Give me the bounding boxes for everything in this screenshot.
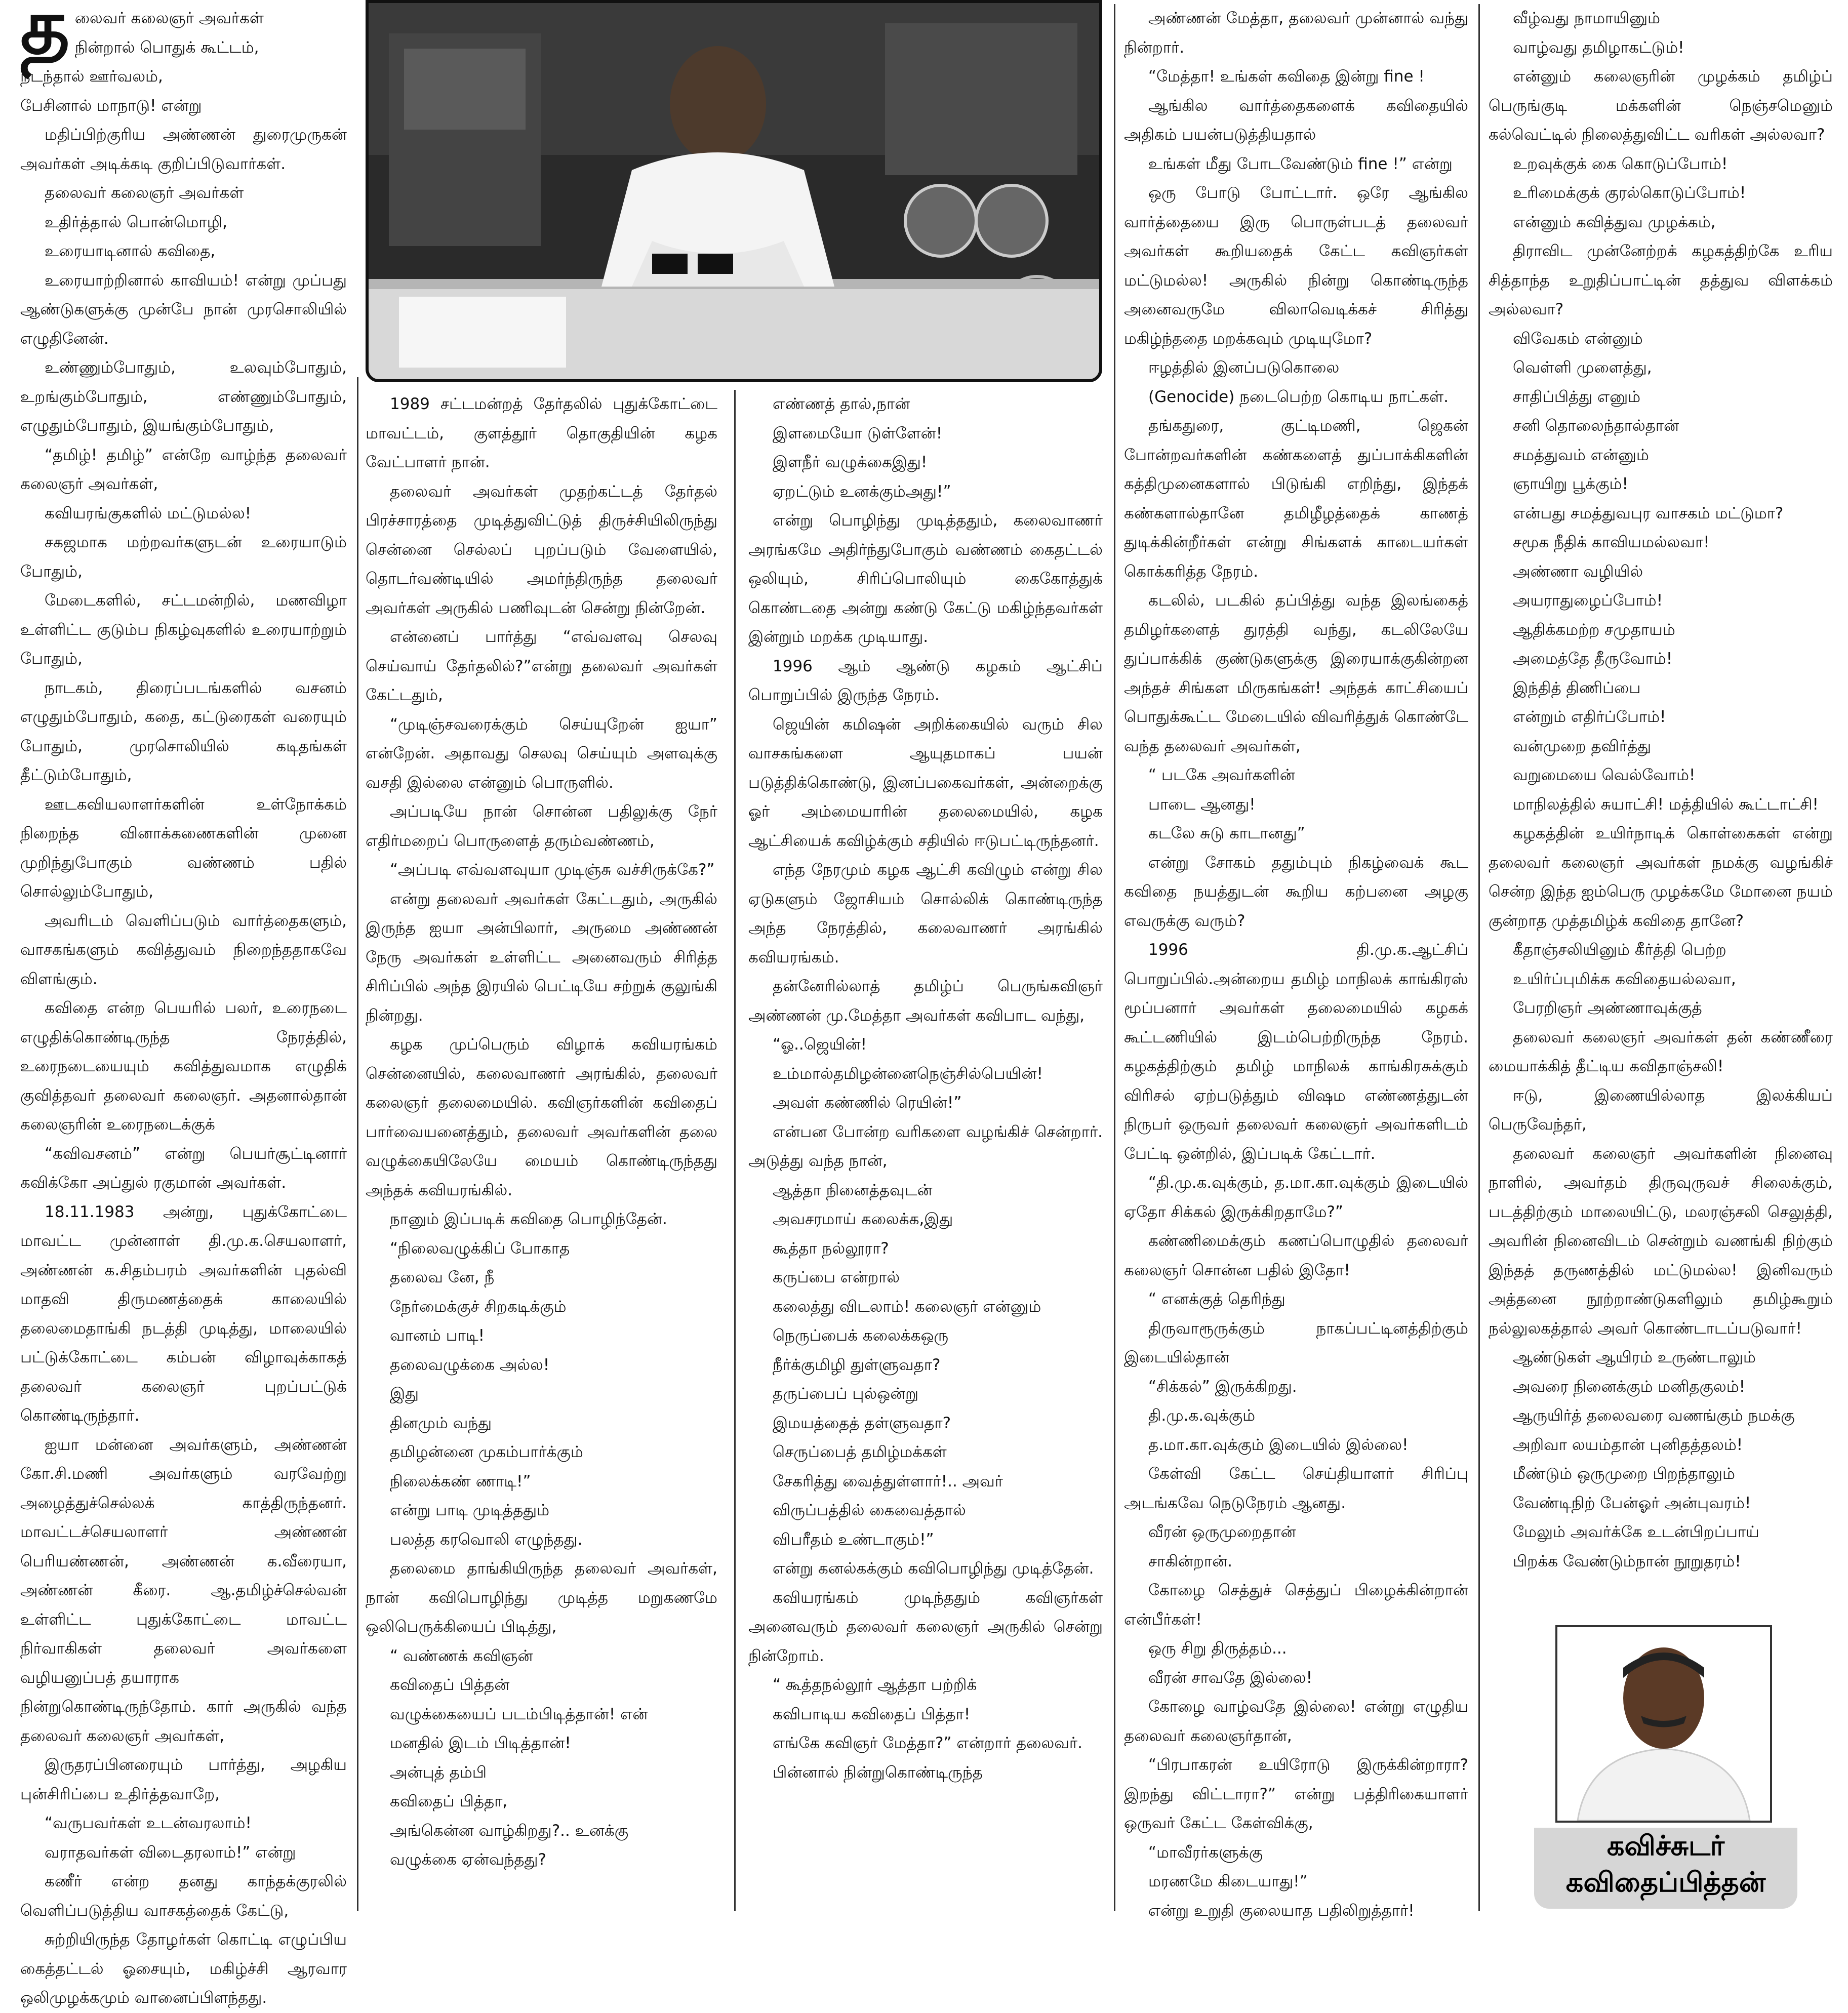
author-portrait-image bbox=[1557, 1627, 1770, 1821]
verse-line: கவிதைப் பித்தன் bbox=[390, 1676, 510, 1694]
verse-line: கடலே சுடு காடானது” bbox=[1148, 824, 1305, 842]
verse-line: செருப்பைத் தமிழ்மக்கள் bbox=[773, 1443, 947, 1461]
column-divider bbox=[357, 377, 358, 1911]
verse-line: மரணமே கிடையாது!” bbox=[1148, 1872, 1308, 1890]
paragraph: என்னும் கலைஞரின் முழக்கம் தமிழ்ப் பெருங்குடி மக்களின் நெஞ்சமெனும் கல்வெட்டில் நிலைத்துவிட்ட வரிகள் அல்லவா? bbox=[1489, 67, 1833, 144]
paragraph: சகஜமாக மற்றவர்களுடன் உரையாடும் போதும், bbox=[20, 533, 347, 581]
paragraph: ஊடகவியலாளர்களின் உள்நோக்கம் நிறைந்த வினாக்கணைகளின் முனை முறிந்துபோகும் வண்ணம் பதில் சொல்லும்போதும், bbox=[20, 795, 347, 901]
verse-line: “ படகே அவர்களின் bbox=[1148, 766, 1295, 784]
verse-line: கருப்பை என்றால் bbox=[773, 1268, 900, 1286]
verse-line: விவேகம் என்னும் bbox=[1513, 329, 1643, 348]
paragraph: கழக முப்பெரும் விழாக் கவியரங்கம் சென்னையில், கலைவாணர் அரங்கில், தலைவர் கலைஞர் தலைமையில். கவிஞர்களின் கவிதைப் பார்வையனைத்தும், தலைவர் அவர்களின் தலை வழுக்கையிலேயே மையம் கொண்டிருந்தது அந்தக் கவியரங்கில். bbox=[366, 1035, 717, 1199]
paragraph: ஈழத்தில் இனப்படுகொலை bbox=[1148, 358, 1340, 377]
author-byline bbox=[1534, 1828, 1797, 1909]
paragraph: கணீர் என்ற தனது காந்தக்குரலில் வெளிப்படுத்திய வாசகத்தைக் கேட்டு, bbox=[20, 1872, 347, 1920]
verse-line: த.மா.கா.வுக்கும் இடையில் இல்லை! bbox=[1148, 1435, 1409, 1454]
verse-line: ஆருயிர்த் தலைவரை வணங்கும் நமக்கு bbox=[1513, 1406, 1795, 1425]
verse-line: வானம் பாடி! bbox=[390, 1326, 485, 1345]
verse-line: வழுக்கையைப் படம்பிடித்தான்! என் bbox=[390, 1705, 648, 1723]
paragraph: 1989 சட்டமன்றத் தேர்தலில் புதுக்கோட்டை மாவட்டம், குளத்தூர் தொகுதியின் கழக வேட்பாளர் நான். bbox=[366, 395, 717, 471]
author-photo bbox=[1555, 1625, 1772, 1823]
paragraph: ஜெயின் கமிஷன் அறிக்கையில் வரும் சில வாசகங்களை ஆயுதமாகப் பயன் படுத்திக்கொண்டு, இனப்பகைவர்கள், அன்றைக்கு ஓர் அம்மையாரின் தலைமையில், கழக ஆட்சியைக் கவிழ்க்கும் சதியில் ஈடுபட்டிருந்தனர். bbox=[748, 715, 1103, 850]
verse-line: சாதிப்பித்து எனும் bbox=[1513, 387, 1641, 406]
paragraph: உண்ணும்போதும், உலவும்போதும், உறங்கும்போதும், எண்ணும்போதும், எழுதும்போதும், இயங்கும்போதும், bbox=[20, 358, 347, 435]
author-name: கவிதைப்பித்தன் bbox=[1565, 1866, 1766, 1898]
verse-line: அவசரமாய் கலைக்க,இது bbox=[773, 1210, 953, 1228]
paragraph: கோழை வாழ்வதே இல்லை! என்று எழுதிய தலைவர் கலைஞர்தான், bbox=[1124, 1698, 1468, 1745]
paragraph: தங்கதுரை, குட்டிமணி, ஜெகன் போன்றவர்களின் கண்களைத் துப்பாக்கிகளின் கத்திமுனைகளால் பிடுங்கி எறிந்து, இந்தக் கண்களால்தானே தமிழீழத்தைக் காணத் துடிக்கின்றீர்கள் என்று சிங்களக் காடையர்கள் கொக்கரித்த நேரம். bbox=[1124, 417, 1468, 581]
verse-line: தருப்பைப் புல்ஒன்று bbox=[773, 1385, 919, 1403]
paragraph: கண்ணிமைக்கும் கணப்பொழுதில் தலைவர் கலைஞர் சொன்ன பதில் இதோ! bbox=[1124, 1232, 1468, 1279]
column-divider bbox=[734, 390, 736, 1911]
paragraph: என்னைப் பார்த்து “எவ்வளவு செலவு செய்வாய் தேர்தலில்?”என்று தலைவர் அவர்கள் கேட்டதும், bbox=[366, 628, 717, 704]
article-column-2 bbox=[366, 390, 717, 1875]
verse-line: நேர்மைக்குச் சிறகடிக்கும் bbox=[390, 1297, 567, 1316]
verse-line: அன்புத் தம்பி bbox=[390, 1763, 487, 1782]
verse-line: வெள்ளி முளைத்து, bbox=[1513, 358, 1652, 377]
verse-line: பேசினால் மாநாடு! என்று bbox=[20, 96, 202, 115]
paragraph: மதிப்பிற்குரிய அண்ணன் துரைமுருகன் அவர்கள் அடிக்கடி குறிப்பிடுவார்கள். bbox=[20, 126, 347, 173]
verse-line: உரிமைக்குக் குரல்கொடுப்போம்! bbox=[1513, 184, 1746, 202]
column-divider bbox=[1478, 4, 1480, 1911]
verse-line: பிறக்க வேண்டும்நான் நூறுதரம்! bbox=[1513, 1552, 1741, 1571]
quote-line: ஆங்கில வார்த்தைகளைக் கவிதையில் அதிகம் பயன்படுத்தியதால் bbox=[1124, 96, 1468, 144]
paragraph: 1996 ஆம் ஆண்டு கழகம் ஆட்சிப் பொறுப்பில் இருந்த நேரம். bbox=[748, 657, 1103, 704]
verse-line: எண்ணத் தால்,நான் bbox=[773, 395, 910, 413]
verse-line: பேரறிஞர் அண்ணாவுக்குத் bbox=[1513, 999, 1702, 1017]
paragraph: கவிதை என்ற பெயரில் பலர், உரைநடை எழுதிக்கொண்டிருந்த நேரத்தில், உரைநடையையும் கவித்துவமாக எழுதிக் குவித்தவர் தலைவர் கலைஞர். அதனால்தான் கலைஞரின் உரைநடைக்குக் bbox=[20, 999, 347, 1134]
verse-line: “நிலைவழுக்கிப் போகாத bbox=[390, 1239, 570, 1258]
paragraph: என்று உறுதி குலையாத பதிலிறுத்தார்! bbox=[1148, 1901, 1415, 1920]
verse-line: ஒரு சிறு திருத்தம்... bbox=[1148, 1639, 1287, 1658]
verse-line: “ கூத்தநல்லூர் ஆத்தா பற்றிக் bbox=[773, 1676, 977, 1694]
verse-line: தலைவர் கலைஞர் அவர்கள் bbox=[45, 184, 244, 202]
quote-line: உங்கள் மீது போடவேண்டும் fine !” என்று bbox=[1148, 154, 1453, 173]
verse-line: என்னும் கவித்துவ முழக்கம், bbox=[1513, 213, 1716, 231]
verse-line: உயிர்ப்புமிக்க கவிதையல்லவா, bbox=[1513, 970, 1736, 988]
verse-line: இது bbox=[390, 1385, 419, 1403]
paragraph: தலைவர் அவர்கள் முதற்கட்டத் தேர்தல் பிரச்சாரத்தை முடித்துவிட்டுத் திருச்சியிலிருந்து சென்னை செல்லப் புறப்படும் வேளையில், தொடர்வண்டியில் அமர்ந்திருந்த தலைவர் அவர்கள் அருகில் பணிவுடன் சென்று நின்றேன். bbox=[366, 482, 717, 617]
paragraph: தன்னேரில்லாத் தமிழ்ப் பெருங்கவிஞர் அண்ணன் மு.மேத்தா அவர்கள் கவிபாட வந்து, bbox=[748, 977, 1103, 1025]
paragraph: நின்றுகொண்டிருந்தோம். கார் அருகில் வந்த தலைவர் கலைஞர் அவர்கள், bbox=[20, 1698, 347, 1745]
verse-line: வாழ்வது தமிழாகட்டும்! bbox=[1513, 38, 1684, 57]
verse-line: இந்தித் திணிப்பை bbox=[1513, 678, 1641, 697]
verse-line: சாகின்றான். bbox=[1148, 1552, 1233, 1571]
verse-line: அண்ணா வழியில் bbox=[1513, 562, 1643, 581]
verse-line: என்று பாடி முடித்ததும் bbox=[390, 1501, 550, 1519]
paragraph: கவியரங்குகளில் மட்டுமல்ல! bbox=[45, 504, 252, 522]
paragraph: ஒரு போடு போட்டார். ஒரே ஆங்கில வார்த்தையை இரு பொருள்படத் தலைவர் அவர்கள் கூறியதைக் கேட்ட கவிஞர்கள் மட்டுமல்ல! அருகில் நின்று கொண்டிருந்த அனைவருமே விலாவெடிக்கச் சிரித்து மகிழ்ந்ததை மறக்கவும் முடியுமோ? bbox=[1124, 184, 1468, 348]
paragraph: திராவிட முன்னேற்றக் கழகத்திற்கே உரிய சித்தாந்த உறுதிப்பாட்டின் தத்துவ விளக்கம் அல்லவா? bbox=[1489, 242, 1833, 318]
paragraph: கழகத்தின் உயிர்நாடிக் கொள்கைகள் என்று தலைவர் கலைஞர் அவர்கள் நமக்கு வழங்கிச் சென்ற இந்த ஐம்பெரு முழக்கமே மோனை நயம் குன்றாத முத்தமிழ்க் கவிதை தானே? bbox=[1489, 824, 1833, 930]
verse-line: மாநிலத்தில் சுயாட்சி! மத்தியில் கூட்டாட்சி! bbox=[1513, 795, 1819, 814]
verse-line: அவரை நினைக்கும் மனிதகுலம்! bbox=[1513, 1377, 1746, 1396]
paragraph: கோழை செத்துச் செத்துப் பிழைக்கின்றான் என்பீர்கள்! bbox=[1124, 1581, 1468, 1629]
paragraph: ஐயா மன்னை அவர்களும், அண்ணன் கோ.சி.மணி அவர்களும் வரவேற்று அழைத்துச்செல்லக் காத்திருந்தனர். மாவட்டச்செயலாளர் அண்ணன் பெரியண்ணன், அண்ணன் க.வீரையா, அண்ணன் கீரை. ஆ.தமிழ்ச்செல்வன் உள்ளிட்ட புதுக்கோட்டை மாவட்ட நிர்வாகிகள் தலைவர் அவர்களை வழியனுப்பத் தயாராக bbox=[20, 1435, 347, 1687]
verse-line: கூத்தா நல்லூரா? bbox=[773, 1239, 889, 1258]
paragraph: அண்ணன் மேத்தா, தலைவர் முன்னால் வந்து நின்றார். bbox=[1124, 9, 1468, 57]
verse-line: தமிழன்னை முகம்பார்க்கும் bbox=[390, 1443, 583, 1461]
verse-line: அயராதுழைப்போம்! bbox=[1513, 591, 1663, 610]
paragraph: எந்த நேரமும் கழக ஆட்சி கவிழும் என்று சில ஏடுகளும் ஜோசியம் சொல்லிக் கொண்டிருந்த அந்த நேரத்தில், கலைவாணர் அரங்கில் கவியரங்கம். bbox=[748, 861, 1103, 967]
verse-line: உரையாடினால் கவிதை, bbox=[45, 242, 216, 260]
paragraph: நானும் இப்படிக் கவிதை பொழிந்தேன். bbox=[390, 1210, 667, 1228]
verse-line: விபரீதம் உண்டாகும்!” bbox=[773, 1530, 934, 1549]
verse-line: உதிர்த்தால் பொன்மொழி, bbox=[45, 213, 227, 231]
quote-line: “மேத்தா! உங்கள் கவிதை இன்று fine ! bbox=[1148, 67, 1425, 86]
verse-line: ஞாயிறு பூக்கும்! bbox=[1513, 475, 1628, 493]
leader-at-desk-image bbox=[369, 3, 1099, 379]
verse-line: சனி தொலைந்தால்தான் bbox=[1513, 417, 1679, 435]
quote-line: “வருபவர்கள் உடன்வரலாம்! bbox=[45, 1814, 252, 1832]
article-column-4 bbox=[1124, 4, 1468, 1925]
verse-line: இளமையோ டுள்ளேன்! bbox=[773, 424, 943, 442]
verse-line: ஆத்தா நினைத்தவுடன் bbox=[773, 1181, 933, 1199]
verse-line: ஏறட்டும் உனக்கும்அது!” bbox=[773, 482, 951, 501]
paragraph: சுற்றியிருந்த தோழர்கள் கொட்டி எழுப்பிய கைத்தட்டல் ஓசையும், மகிழ்ச்சி ஆரவார ஒலிமுழக்கமும் வானைப்பிளந்தது. bbox=[20, 1930, 347, 2007]
quote-line: வராதவர்கள் விடைதரலாம்!” என்று bbox=[45, 1843, 296, 1862]
leader-photo bbox=[366, 0, 1102, 382]
verse-line: வீழ்வது நாமாயினும் bbox=[1513, 9, 1660, 27]
paragraph: தலைவர் கலைஞர் அவர்கள் தன் கண்ணீரை மையாக்கித் தீட்டிய கவிதாஞ்சலி! bbox=[1489, 1028, 1833, 1075]
paragraph: என்று கனல்கக்கும் கவிபொழிந்து முடித்தேன். bbox=[773, 1559, 1094, 1578]
verse-line: ஆண்டுகள் ஆயிரம் உருண்டாலும் bbox=[1513, 1348, 1756, 1366]
paragraph: கவியரங்கம் முடிந்ததும் கவிஞர்கள் அனைவரும் தலைவர் கலைஞர் அருகில் சென்று நின்றோம். bbox=[748, 1588, 1103, 1665]
drop-cap: த bbox=[20, 4, 70, 71]
paragraph: தலைவர் கலைஞர் அவர்கள் bbox=[20, 4, 347, 33]
verse-line: பாடை ஆனது! bbox=[1148, 795, 1256, 814]
quote-line: “அப்படி எவ்வளவுயா முடிஞ்சு வச்சிருக்கே?” bbox=[390, 861, 715, 879]
paragraph: என்று சோகம் ததும்பும் நிகழ்வைக் கூட கவிதை நயத்துடன் கூறிய கற்பனை அழகு எவருக்கு வரும்? bbox=[1124, 853, 1468, 930]
verse-line: உம்மால்தமிழன்னைநெஞ்சில்பெயின்! bbox=[773, 1064, 1043, 1083]
verse-line: வேண்டிநிற் பேன்ஓர் அன்புவரம்! bbox=[1513, 1494, 1751, 1512]
verse-line: அங்கென்ன வாழ்கிறது?.. உனக்கு bbox=[390, 1821, 629, 1840]
paragraph: கடலில், படகில் தப்பித்து வந்த இலங்கைத் தமிழர்களைத் துரத்தி வந்து, கடலிலேயே துப்பாக்கிக் குண்டுகளுக்கு இரையாக்குகின்றன அந்தச் சிங்கள மிருகங்கள்! அந்தக் காட்சியைப் பொதுக்கூட்ட மேடையில் விவரித்துக் கொண்டே வந்த தலைவர் அவர்கள், bbox=[1124, 591, 1468, 755]
verse-line: “சிக்கல்” இருக்கிறது. bbox=[1148, 1377, 1297, 1396]
verse-line: உறவுக்குக் கை கொடுப்போம்! bbox=[1513, 154, 1728, 173]
verse-line: மேலும் அவர்க்கே உடன்பிறப்பாய் bbox=[1513, 1523, 1759, 1541]
verse-line: கலைத்து விடலாம்! கலைஞர் என்னும் bbox=[773, 1297, 1041, 1316]
paragraph: பின்னால் நின்றுகொண்டிருந்த bbox=[773, 1763, 983, 1782]
paragraph: தலைவர் கலைஞர் அவர்களின் நினைவு நாளில், அவர்தம் திருவுருவச் சிலைக்கும், படத்திற்கும் மாலையிட்டு, மலரஞ்சலி செலுத்தி, அவரின் நினைவிடம் சென்றும் வணங்கி நிற்கும் இந்தத் தருணத்தில் மட்டுமல்ல! இனிவரும் அத்தனை நூற்றாண்டுகளிலும் தமிழ்கூறும் நல்லுலகத்தால் அவர் கொண்டாடப்படுவார்! bbox=[1489, 1144, 1833, 1338]
verse-line: சமூக நீதிக் காவியமல்லவா! bbox=[1513, 533, 1710, 551]
verse-line: தலைவ னே, நீ bbox=[390, 1268, 495, 1286]
verse-line: இமயத்தைத் தள்ளுவதா? bbox=[773, 1414, 951, 1432]
paragraph: அப்படியே நான் சொன்ன பதிலுக்கு நேர் எதிர்மறைப் பொருளைத் தரும்வண்ணம், bbox=[366, 802, 717, 850]
verse-line: தி.மு.க.வுக்கும் bbox=[1148, 1406, 1256, 1425]
author-title: கவிச்சுடர் bbox=[1606, 1830, 1725, 1862]
verse-line: இளநீர் வழுக்கைஇது! bbox=[773, 453, 928, 471]
verse-line: நீர்க்குமிழி துள்ளுவதா? bbox=[773, 1355, 941, 1374]
verse-line: வன்முறை தவிர்த்து bbox=[1513, 737, 1652, 755]
paragraph: “பிரபாகரன் உயிரோடு இருக்கின்றாரா? இறந்து விட்டாரா?” என்று பத்திரிகையாளர் ஒருவர் கேட்ட கேள்விக்கு, bbox=[1124, 1756, 1468, 1832]
verse-line: அறிவா லயம்தான் புனிதத்தலம்! bbox=[1513, 1435, 1743, 1454]
verse-line: கவிபாடிய கவிதைப் பித்தா! bbox=[773, 1705, 971, 1723]
verse-line: சேகரித்து வைத்துள்ளார்!.. அவர் bbox=[773, 1472, 1003, 1491]
verse-line: வழுக்கை ஏன்வந்தது? bbox=[390, 1850, 546, 1869]
paragraph: “கவிவசனம்” என்று பெயர்சூட்டினார் கவிக்கோ அப்துல் ரகுமான் அவர்கள். bbox=[20, 1144, 347, 1192]
paragraph: 18.11.1983 அன்று, புதுக்கோட்டை மாவட்ட முன்னாள் தி.மு.க.செயலாளர், அண்ணன் க.சிதம்பரம் அவர்களின் புதல்வி மாதவி திருமணத்தைக் காலையில் தலைமைதாங்கி நடத்தி முடித்து, மாலையில் பட்டுக்கோட்டை கம்பன் விழாவுக்காகத் தலைவர் கலைஞர் புறப்பட்டுக் கொண்டிருந்தார். bbox=[20, 1202, 347, 1425]
paragraph: என்பன போன்ற வரிகளை வழங்கிச் சென்றார். அடுத்து வந்த நான், bbox=[748, 1122, 1103, 1170]
paragraph: எங்கே கவிஞர் மேத்தா?” என்றார் தலைவர். bbox=[773, 1734, 1082, 1752]
paragraph: கேள்வி கேட்ட செய்தியாளர் சிரிப்பு அடங்கவே நெடுநேரம் ஆனது. bbox=[1124, 1465, 1468, 1512]
verse-line: “ எனக்குத் தெரிந்து bbox=[1148, 1290, 1285, 1308]
verse-line: வீரன் ஒருமுறைதான் bbox=[1148, 1523, 1296, 1541]
paragraph: என்று தலைவர் அவர்கள் கேட்டதும், அருகில் இருந்த ஐயா அன்பிலார், அருமை அண்ணன் நேரு அவர்கள் உள்ளிட்ட அனைவரும் சிரித்த சிரிப்பில் அந்த இரயில் பெட்டியே சற்றுக் குலுங்கி நின்றது. bbox=[366, 890, 717, 1025]
verse-line: என்றும் எதிர்ப்போம்! bbox=[1513, 708, 1666, 726]
verse-line: தினமும் வந்து bbox=[390, 1414, 492, 1432]
verse-line: மீண்டும் ஒருமுறை பிறந்தாலும் bbox=[1513, 1465, 1735, 1483]
verse-line: சமத்துவம் என்னும் bbox=[1513, 446, 1649, 464]
verse-line: மனதில் இடம் பிடித்தான்! bbox=[390, 1734, 571, 1752]
verse-line: நின்றால் பொதுக் கூட்டம், bbox=[74, 38, 259, 57]
paragraph: என்று பொழிந்து முடித்ததும், கலைவாணர் அரங்கமே அதிர்ந்துபோகும் வண்ணம் கைதட்டல் ஒலியும், சிரிப்பொலியும் கைகோத்துக் கொண்டதை அன்று கண்டு கேட்டு மகிழ்ந்தவர்கள் இன்றும் மறக்க முடியாது. bbox=[748, 511, 1103, 646]
verse-line: “ஓ..ஜெயின்! bbox=[773, 1035, 867, 1054]
paragraph: தலைமை தாங்கியிருந்த தலைவர் அவர்கள், நான் கவிபொழிந்து முடித்த மறுகணமே ஒலிபெருக்கியைப் பிடித்து, bbox=[366, 1559, 717, 1636]
verse-line: திருவாரூருக்கும் நாகப்பட்டினத்திற்கும் இடையில்தான் bbox=[1124, 1319, 1468, 1366]
verse-line: நடந்தால் ஊர்வலம், bbox=[20, 67, 163, 86]
verse-line: நெருப்பைக் கலைக்கஒரு bbox=[773, 1326, 949, 1345]
verse-line: அவள் கண்ணில் ரெயின்!” bbox=[773, 1094, 962, 1112]
paragraph: உரையாற்றினால் காவியம்! என்று முப்பது ஆண்டுகளுக்கு முன்பே நான் முரசொலியில் எழுதினேன். bbox=[20, 271, 347, 348]
paragraph: “தமிழ்! தமிழ்” என்றே வாழ்ந்த தலைவர் கலைஞர் அவர்கள், bbox=[20, 446, 347, 493]
article-column-1 bbox=[20, 4, 347, 2013]
verse-line: வறுமையை வெல்வோம்! bbox=[1513, 766, 1696, 784]
paragraph: இருதரப்பினரையும் பார்த்து, அழகிய புன்சிரிப்பை உதிர்த்தவாறே, bbox=[20, 1756, 347, 1803]
verse-line: ஆதிக்கமற்ற சமுதாயம் bbox=[1513, 620, 1675, 639]
paragraph: “முடிஞ்சவரைக்கும் செய்யுறேன் ஐயா” என்றேன். அதாவது செலவு செய்யும் அளவுக்கு வசதி இல்லை என்னும் பொருளில். bbox=[366, 715, 717, 792]
article-column-3 bbox=[748, 390, 1103, 1787]
verse-line: நிலைக்கண் ணாடி!” bbox=[390, 1472, 531, 1491]
paragraph: மேடைகளில், சட்டமன்றில், மணவிழா உள்ளிட்ட குடும்ப நிகழ்வுகளில் உரையாற்றும் போதும், bbox=[20, 591, 347, 668]
verse-line: கீதாஞ்சலியினும் கீர்த்தி பெற்ற bbox=[1513, 941, 1726, 959]
paragraph: அவரிடம் வெளிப்படும் வார்த்தைகளும், வாசகங்களும் கவித்துவம் நிறைந்ததாகவே விளங்கும். bbox=[20, 911, 347, 988]
paragraph: 1996 தி.மு.க.ஆட்சிப் பொறுப்பில்.அன்றைய தமிழ் மாநிலக் காங்கிரஸ் மூப்பனார் அவர்கள் தலைமையில் கழகக் கூட்டணியில் இடம்பெற்றிருந்த நேரம். கழகத்திற்கும் தமிழ் மாநிலக் காங்கிரசுக்கும் விரிசல் ஏற்படுத்தும் விஷம எண்ணத்துடன் நிருபர் ஒருவர் தலைவர் கலைஞர் அவர்களிடம் பேட்டி ஒன்றில், இப்படிக் கேட்டார். bbox=[1124, 941, 1468, 1163]
quote-line: “தி.மு.க.வுக்கும், த.மா.கா.வுக்கும் இடையில் ஏதோ சிக்கல் இருக்கிறதாமே?” bbox=[1124, 1174, 1468, 1221]
verse-line: வீரன் சாவதே இல்லை! bbox=[1148, 1668, 1313, 1687]
verse-line: தலைவழுக்கை அல்ல! bbox=[390, 1355, 550, 1374]
verse-line: கவிதைப் பித்தா, bbox=[390, 1792, 508, 1810]
paragraph: ஈடு, இணையில்லாத இலக்கியப் பெருவேந்தர், bbox=[1489, 1086, 1833, 1134]
verse-line: “ வண்ணக் கவிஞன் bbox=[390, 1646, 533, 1665]
verse-line: அமைத்தே தீருவோம்! bbox=[1513, 650, 1673, 668]
paragraph: (Genocide) நடைபெற்ற கொடிய நாட்கள். bbox=[1148, 387, 1449, 406]
verse-line: என்பது சமத்துவபுர வாசகம் மட்டுமா? bbox=[1513, 504, 1784, 522]
paragraph: நாடகம், திரைப்படங்களில் வசனம் எழுதும்போதும், கதை, கட்டுரைகள் வரையும் போதும், முரசொலியில் கடிதங்கள் தீட்டும்போதும், bbox=[20, 678, 347, 784]
verse-line: “மாவீரர்களுக்கு bbox=[1148, 1843, 1263, 1862]
column-divider bbox=[1114, 4, 1115, 1911]
verse-line: விருப்பத்தில் கைவைத்தால் bbox=[773, 1501, 966, 1519]
article-column-5 bbox=[1489, 4, 1833, 1614]
verse-line: பலத்த கரவொலி எழுந்தது. bbox=[390, 1530, 583, 1549]
